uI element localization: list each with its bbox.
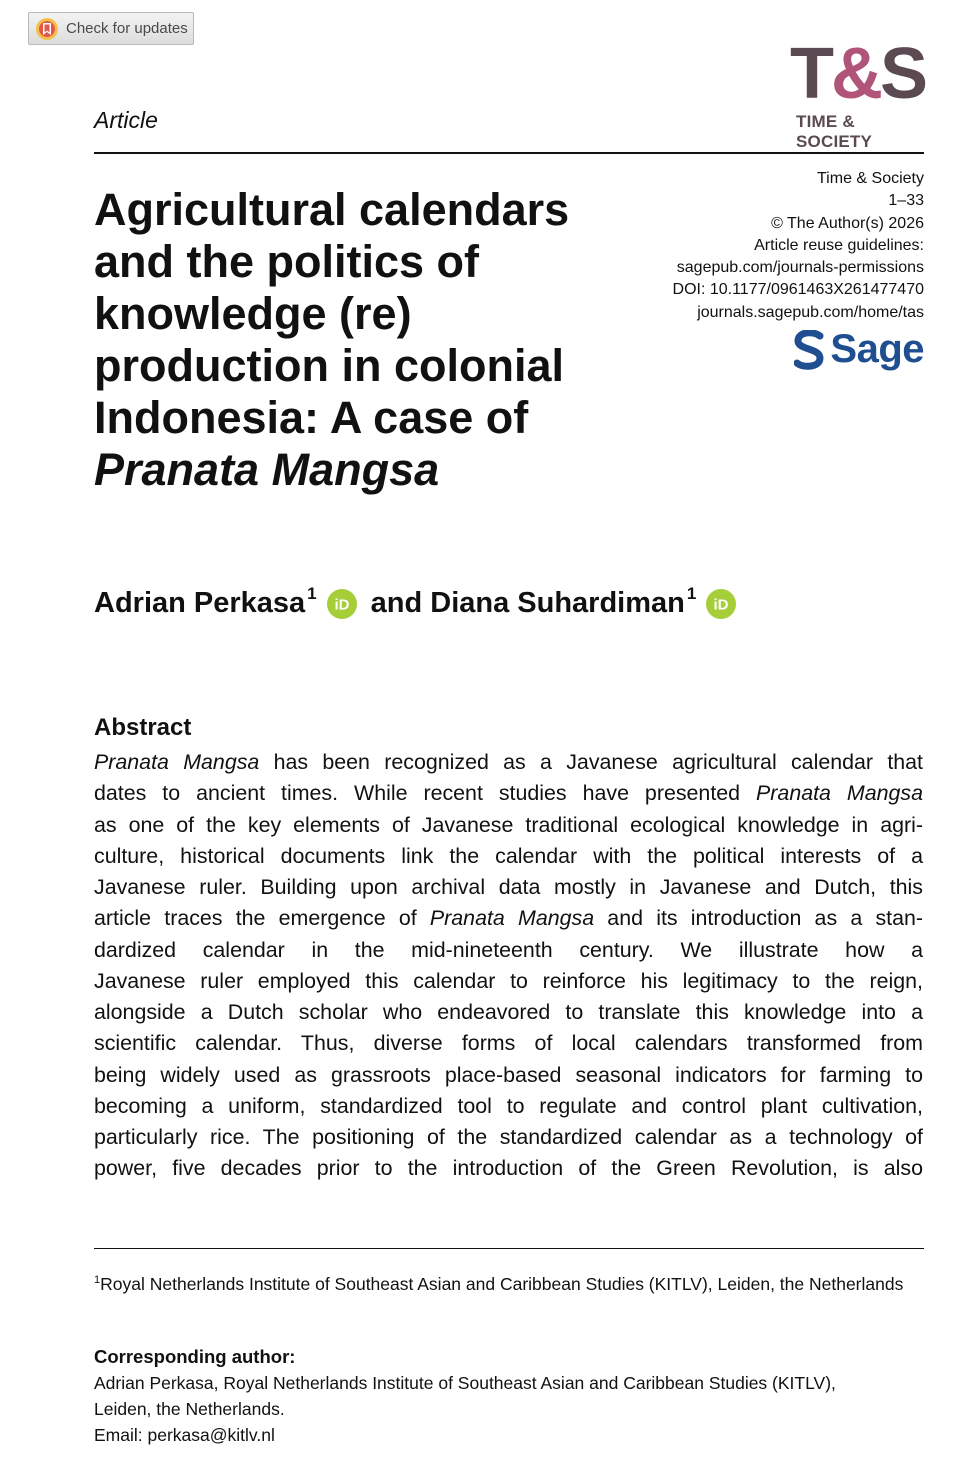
bookmark-ribbon-icon bbox=[35, 17, 59, 41]
abstract-line bbox=[94, 903, 923, 934]
corresponding-author-heading: Corresponding author: bbox=[94, 1346, 296, 1367]
abstract-line bbox=[94, 747, 923, 778]
abstract-line: Javanese ruler. Building upon archival data mostly in Javanese and Dutch, this bbox=[94, 875, 923, 899]
abstract-fragment: article traces the emergence of bbox=[94, 906, 430, 931]
title-line: production in colonial bbox=[94, 340, 564, 391]
abstract-fragment: and its introduction as a stan- bbox=[594, 906, 923, 931]
title-line: knowledge (re) bbox=[94, 288, 412, 339]
corresponding-author-line: Adrian Perkasa, Royal Netherlands Institute of Southeast Asian and Caribbean Studies (KITLV), bbox=[94, 1373, 836, 1393]
affiliation-text: Royal Netherlands Institute of Southeast Asian and Caribbean Studies (KITLV), Leiden, the Netherlands bbox=[100, 1273, 904, 1294]
publisher-logo bbox=[794, 327, 924, 372]
affiliation-marker: 1 bbox=[307, 583, 317, 603]
footnote-divider bbox=[94, 1248, 924, 1249]
abstract-line: alongside a Dutch scholar who endeavored to translate this knowledge into a bbox=[94, 1000, 923, 1024]
journal-logo-mark bbox=[790, 34, 926, 114]
journal-homepage-link[interactable]: journals.sagepub.com/home/tas bbox=[697, 303, 924, 321]
corresponding-author-email[interactable]: Email: perkasa@kitlv.nl bbox=[94, 1425, 275, 1445]
abstract-line: culture, historical documents link the calendar with the political interests of a bbox=[94, 843, 923, 868]
affiliation-marker: 1 bbox=[686, 583, 697, 603]
affiliation-marker: 1 bbox=[94, 1274, 101, 1286]
orcid-icon[interactable] bbox=[706, 589, 736, 619]
abstract-fragment: dates to ancient times. While recent studies have presented bbox=[94, 781, 757, 806]
svg-text:iD: iD bbox=[334, 596, 350, 613]
abstract-line: being widely used as grassroots place-based seasonal indicators for farming to bbox=[94, 1062, 923, 1087]
abstract-text bbox=[94, 747, 923, 1185]
reuse-guidelines-link[interactable]: sagepub.com/journals-permissions bbox=[676, 259, 924, 277]
check-for-updates-label: Check for updates bbox=[66, 20, 188, 37]
publisher-name: Sage bbox=[830, 327, 924, 371]
italic-term: Pranata Mangsa bbox=[756, 781, 924, 806]
author-name: and Diana Suhardiman bbox=[370, 587, 685, 619]
journal-logo bbox=[790, 34, 926, 151]
abstract-line bbox=[94, 778, 923, 809]
logo-letter-s: S bbox=[879, 34, 926, 114]
reuse-guidelines-label: Article reuse guidelines: bbox=[754, 236, 924, 254]
abstract-line: scientific calendar. Thus, diverse forms of local calendars transformed from bbox=[94, 1031, 923, 1056]
journal-name: Time & Society bbox=[817, 170, 924, 187]
sage-s-icon bbox=[794, 330, 824, 370]
author-list bbox=[94, 583, 750, 620]
abstract-heading: Abstract bbox=[94, 714, 192, 741]
abstract-line: power, five decades prior to the introduction of the Green Revolution, is also bbox=[94, 1156, 923, 1181]
abstract-line: dardized calendar in the mid-nineteenth century. We illustrate how a bbox=[94, 937, 923, 962]
article-title bbox=[94, 184, 614, 496]
italic-term: Pranata Mangsa bbox=[429, 906, 595, 931]
svg-text:iD: iD bbox=[713, 596, 729, 613]
abstract-line: Javanese ruler employed this calendar to reinforce his legitimacy to the reign, bbox=[94, 968, 923, 993]
abstract-line: particularly rice. The positioning of the standardized calendar as a technology of bbox=[94, 1125, 923, 1149]
journal-logo-subtitle: TIME & SOCIETY bbox=[796, 112, 873, 151]
abstract-line: becoming a uniform, standardized tool to regulate and control plant cultivation, bbox=[94, 1093, 923, 1118]
logo-ampersand: & bbox=[830, 34, 880, 114]
check-for-updates-button[interactable] bbox=[28, 12, 194, 45]
title-line-italic: Pranata Mangsa bbox=[94, 444, 440, 495]
author-name: Adrian Perkasa bbox=[94, 587, 306, 619]
copyright-line: © The Author(s) 2026 bbox=[771, 214, 924, 232]
affiliation-note bbox=[94, 1267, 914, 1297]
orcid-icon[interactable] bbox=[327, 589, 357, 619]
header-divider bbox=[94, 152, 924, 154]
logo-letter-t: T bbox=[790, 34, 831, 114]
article-type-label: Article bbox=[94, 107, 158, 133]
corresponding-author-line: Leiden, the Netherlands. bbox=[94, 1399, 285, 1419]
title-line: and the politics of bbox=[94, 236, 480, 287]
abstract-fragment: has been recognized as a Javanese agricultural calendar that bbox=[259, 750, 923, 774]
publication-meta bbox=[673, 168, 924, 324]
italic-term: Pranata Mangsa bbox=[94, 750, 260, 774]
abstract-line: as one of the key elements of Javanese traditional ecological knowledge in agri- bbox=[94, 812, 923, 837]
doi-link[interactable]: DOI: 10.1177/0961463X261477470 bbox=[672, 281, 924, 299]
page-range: 1–33 bbox=[888, 192, 924, 210]
title-line: Agricultural calendars bbox=[94, 184, 570, 235]
title-line: Indonesia: A case of bbox=[94, 392, 529, 443]
corresponding-author bbox=[94, 1344, 924, 1448]
